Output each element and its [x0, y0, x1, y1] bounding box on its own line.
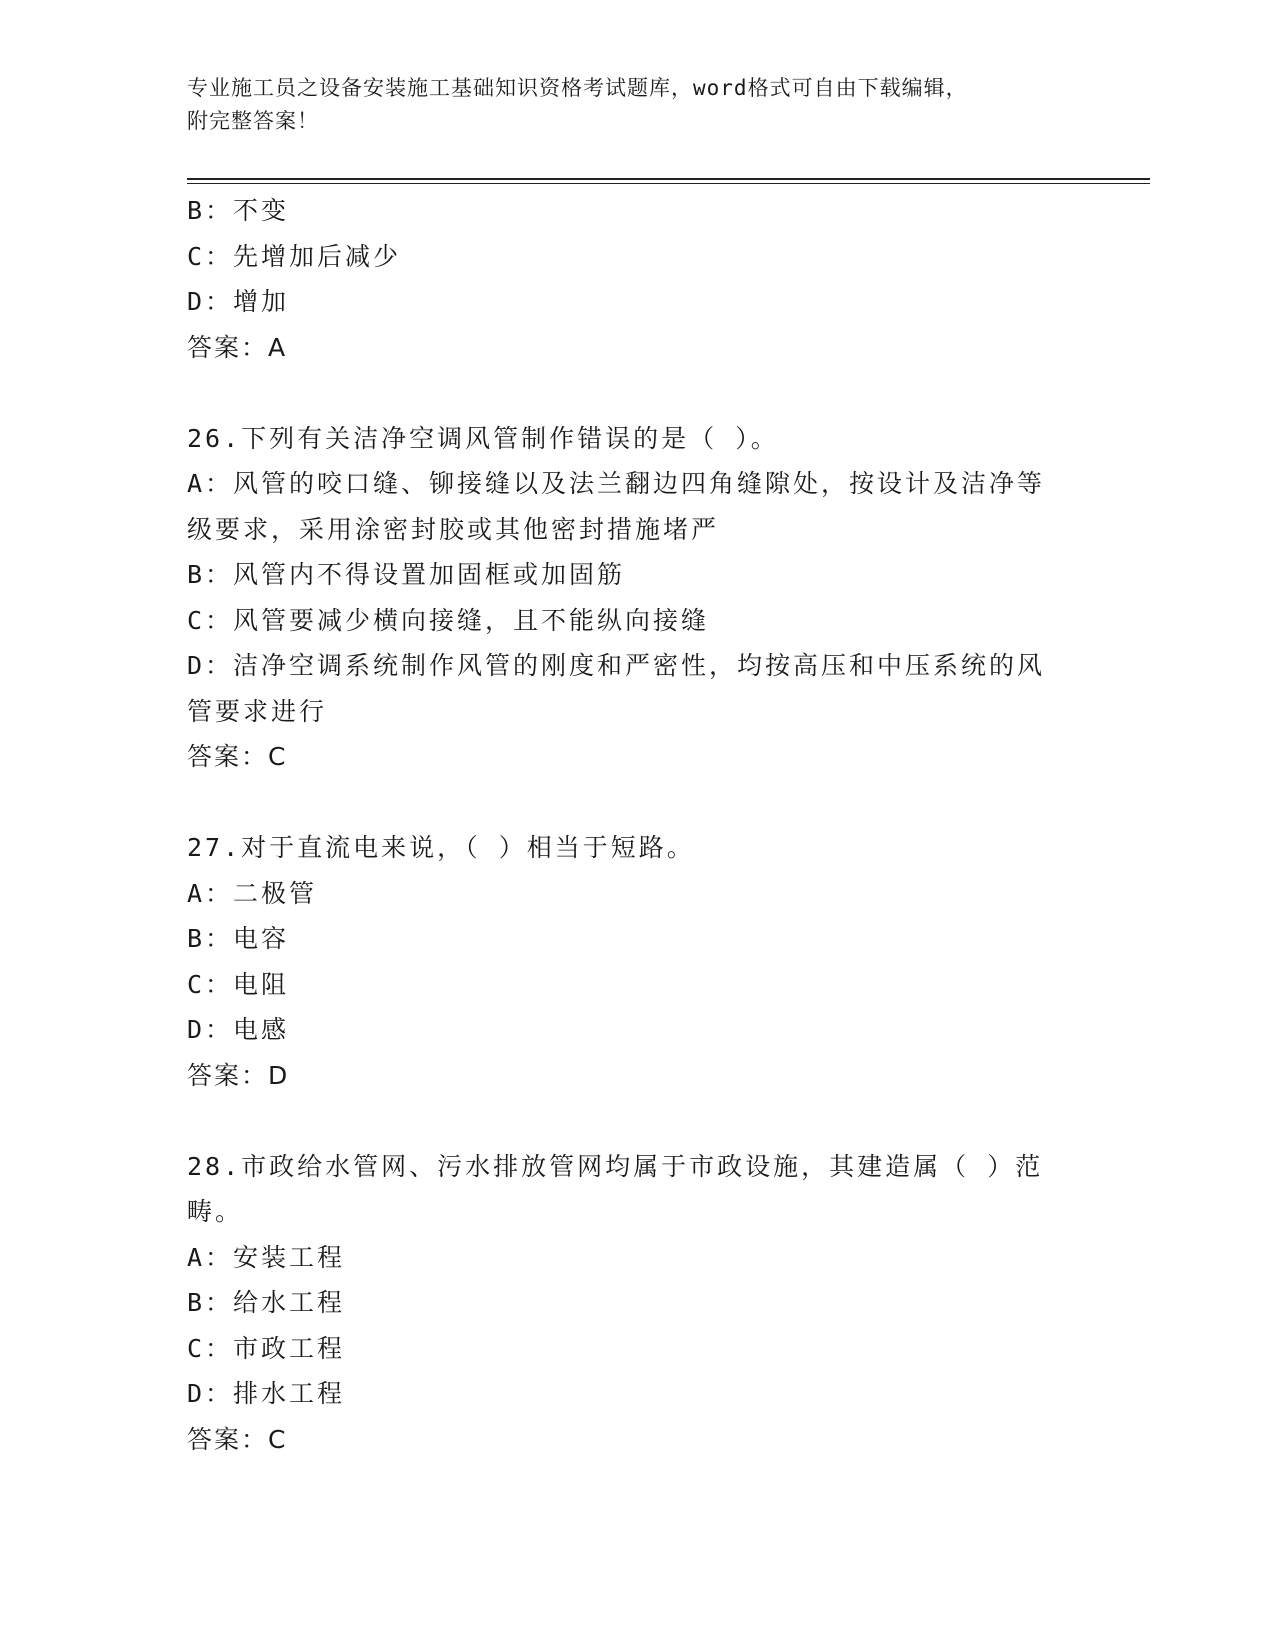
- question-content: [187, 188, 1087, 1462]
- q27-answer: 答案：D: [187, 1060, 290, 1090]
- q26-stem: 26.下列有关洁净空调风管制作错误的是（ ）。: [187, 423, 779, 453]
- q27-option-c: C：电阻: [187, 969, 290, 999]
- q27-option-b: B：电容: [187, 924, 290, 953]
- q28-option-b: B：给水工程: [187, 1288, 346, 1317]
- q28-option-d: D：排水工程: [187, 1379, 346, 1408]
- q26-option-d-line2: 管要求进行: [187, 696, 328, 726]
- spacer: [187, 1098, 1087, 1144]
- q25-option-b: B：不变: [187, 196, 290, 225]
- q27-stem: 27.对于直流电来说，（ ）相当于短路。: [187, 833, 695, 862]
- q27-option-a: A：二极管: [187, 878, 318, 908]
- q26-option-b: B：风管内不得设置加固框或加固筋: [187, 560, 626, 589]
- q26-option-c: C：风管要减少横向接缝，且不能纵向接缝: [187, 605, 710, 635]
- q25-option-c: C：先增加后减少: [187, 241, 402, 271]
- q25-option-d: D：增加: [187, 287, 290, 316]
- q28-answer: 答案：C: [187, 1424, 288, 1454]
- q27-option-d: D：电感: [187, 1015, 290, 1044]
- q28-stem-line1: 28.市政给水管网、污水排放管网均属于市政设施，其建造属（ ）范: [187, 1151, 1044, 1181]
- spacer: [187, 780, 1087, 826]
- q26-answer: 答案：C: [187, 742, 288, 771]
- header-line-1: 专业施工员之设备安装施工基础知识资格考试题库，word格式可自由下载编辑，: [187, 76, 968, 100]
- q26-option-a-line2: 级要求，采用涂密封胶或其他密封措施堵严: [187, 514, 720, 544]
- header-rule-thin: [187, 183, 1150, 184]
- q26-option-a-line1: A：风管的咬口缝、铆接缝以及法兰翻边四角缝隙处，按设计及洁净等: [187, 469, 1046, 498]
- q28-option-c: C：市政工程: [187, 1333, 346, 1363]
- document-header: [187, 72, 1067, 138]
- spacer: [187, 370, 1087, 416]
- q25-answer: 答案：A: [187, 332, 288, 362]
- header-line-2: 附完整答案！: [187, 109, 319, 133]
- header-rule-thick: [187, 178, 1150, 180]
- q28-option-a: A：安装工程: [187, 1242, 346, 1272]
- q28-stem-line2: 畴。: [187, 1197, 244, 1226]
- q26-option-d-line1: D：洁净空调系统制作风管的刚度和严密性，均按高压和中压系统的风: [187, 651, 1046, 680]
